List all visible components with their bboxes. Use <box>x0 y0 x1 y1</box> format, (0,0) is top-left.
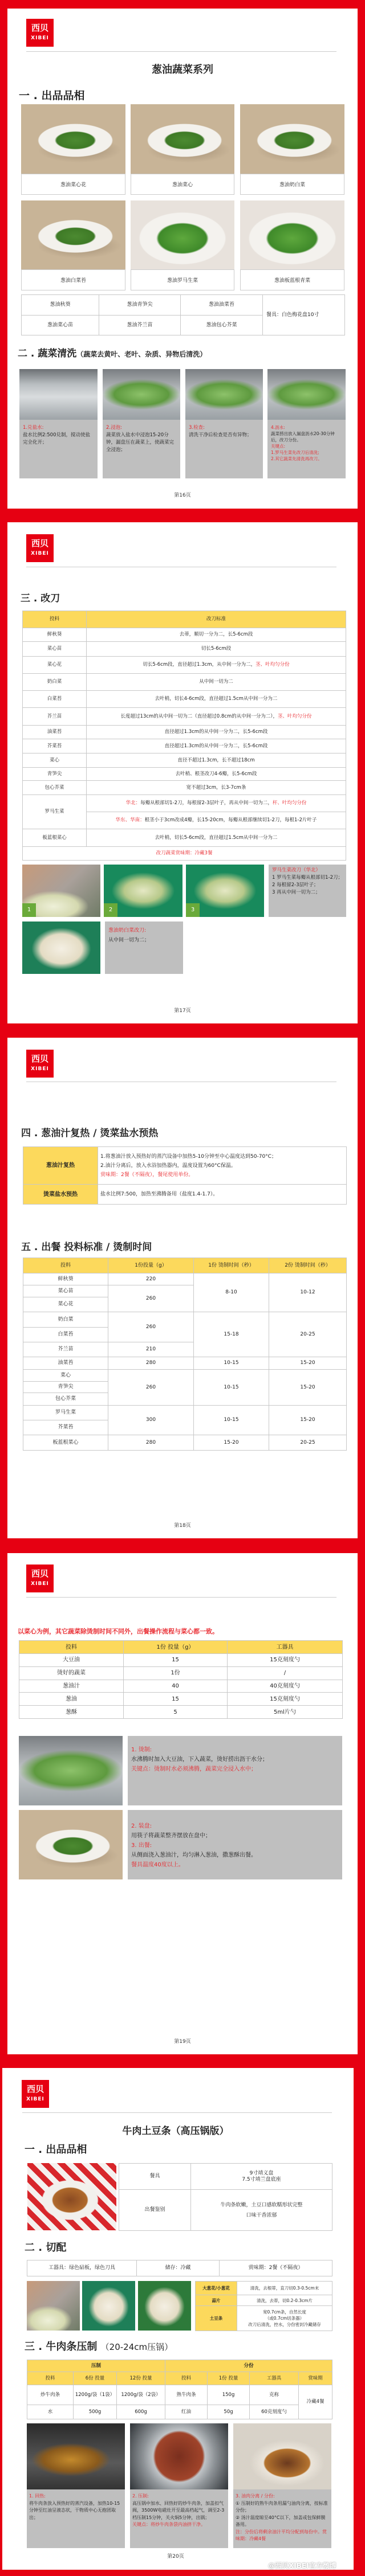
cell: 炒牛肉条 <box>27 2385 74 2405</box>
item: 菜心花 <box>23 1297 108 1312</box>
section-heading-appearance: 一 . 出品品相 <box>25 2144 87 2156</box>
cut-text: 长度超过13cm的从中间一切为二（直径超过0.8cm的从中间一分为二）， <box>120 713 278 719</box>
cell: 500g <box>74 2405 117 2419</box>
info-value <box>191 2164 332 2190</box>
reheat-steps <box>98 1147 347 1185</box>
time-2: 20-25 <box>269 1435 347 1451</box>
qty: 260 <box>108 1285 194 1312</box>
page-number: 第20页 <box>167 2554 184 2559</box>
brine-label: 烫菜盐水预热 <box>23 1185 98 1205</box>
table-row <box>19 1693 343 1706</box>
table-row <box>23 781 346 795</box>
romaine-cut-photo <box>22 865 100 917</box>
qty: 280 <box>108 1435 194 1451</box>
group-header: 分份 <box>165 2360 332 2372</box>
cell: 15克刻度勺 <box>228 1693 343 1706</box>
text-line: 4.沥水: <box>271 425 285 430</box>
time-2: 15-20 <box>269 1406 347 1435</box>
cut-standard <box>87 829 346 847</box>
cell: 大豆油 <box>19 1654 124 1667</box>
text-line: 蔬菜捞出放入漏盘沥水20-30分钟后，改刀分份。 <box>271 431 335 443</box>
col-header: 赏味期 <box>299 2372 332 2385</box>
page-number: 第16页 <box>174 493 191 498</box>
dish-photo <box>27 2163 116 2230</box>
section-heading-serving: 五 . 出餐 投料标准 / 烫制时间 <box>21 1242 152 1253</box>
qty: 300 <box>108 1406 194 1435</box>
col-header: 改刀标准 <box>87 611 346 628</box>
cut-text: 茎、叶均匀分份 <box>277 713 312 719</box>
item: 罗马生菜 <box>23 1406 108 1420</box>
table-row <box>23 726 346 739</box>
col-header: 投料 <box>23 1258 108 1273</box>
cut-standard <box>87 642 346 657</box>
washing-heading-main: 二 . 蔬菜清洗 <box>18 348 77 359</box>
cut-text: 每瓣从根部切1-2刀，每根留2-3层叶子，再从中间一切为二， <box>140 800 273 806</box>
step-pressure <box>130 2489 228 2548</box>
item: 芥菜苔 <box>23 1420 108 1435</box>
cell: 熟牛肉条 <box>165 2385 208 2405</box>
cut-text: 直径超过1.3cm的从中间一分为二，长5-6cm段 <box>164 729 268 735</box>
step-badge: 1 <box>22 903 36 917</box>
cut-text: 直径超过1.3cm的从中间一分为二，长5-6cm段 <box>164 743 268 749</box>
dish-name-table <box>21 294 345 335</box>
cut-text: 杆、叶均匀分份 <box>272 800 307 806</box>
cut-standard <box>87 753 346 768</box>
tableware: 餐具：白色梅花盘10寸 <box>263 295 345 335</box>
xibei-logo: 西贝 XIBEI <box>26 534 54 562</box>
cell: / <box>228 1666 343 1680</box>
text-line: 清洗干净后检查是否有异物； <box>189 432 252 438</box>
section-heading-pressure <box>25 2339 173 2353</box>
header-divider <box>26 1597 336 1598</box>
cut-standard <box>87 726 346 739</box>
cut-desc: 清洗，去蒂，切0.2-0.3cm片 <box>237 2295 332 2306</box>
dish-name: 葱油菜心苗 <box>22 316 99 335</box>
col-header: 投料 <box>165 2372 208 2385</box>
cell: 水 <box>27 2405 74 2419</box>
cut-text: 直径不超过1.3cm，长不超过18cm <box>177 757 255 763</box>
dish-name: 葱油包心芥菜 <box>181 316 263 335</box>
page-title: 牛肉土豆条（高压锅版） <box>122 2125 229 2137</box>
cutting-table <box>195 2281 332 2331</box>
info-label: 餐具 <box>119 2164 191 2190</box>
col-header: 投料 <box>23 611 87 628</box>
info-line: 7.5寸靖兰盘底座 <box>242 2176 281 2182</box>
cut-standard <box>87 781 346 795</box>
ingredient: 芥兰苗 <box>23 708 87 726</box>
table-row <box>23 768 346 781</box>
dish-photo <box>240 200 344 269</box>
time-1: 10-15 <box>194 1370 269 1406</box>
text-line: 2 每根留2-3层叶子； <box>272 882 319 888</box>
info-label: 出餐鉴别 <box>119 2190 191 2231</box>
table-row <box>19 1666 343 1680</box>
romaine-cut-photo <box>104 865 182 917</box>
cut-standard <box>87 708 346 726</box>
col-header: 1份 投量 <box>208 2372 250 2385</box>
cell: 40克刻度勺 <box>228 1680 343 1693</box>
cell: 15 <box>124 1693 228 1706</box>
wash-step-1 <box>19 420 98 478</box>
item: 鲜秋葵 <box>23 1273 108 1285</box>
step-reheat <box>27 2489 125 2548</box>
ingredient: 板蓝根菜心 <box>23 829 87 847</box>
text-line: 3 再从中间一切为二； <box>272 890 321 895</box>
blanching-photo <box>19 1736 123 1805</box>
text-line: 关键点：烫制时水必须沸腾，蔬菜完全浸入水中； <box>131 1766 257 1772</box>
dish-info-table <box>119 2163 332 2231</box>
ingredient: 菜心花 <box>23 657 87 674</box>
cut-text: 宽不超过3cm，长3-7cm条 <box>186 784 246 791</box>
item: 油菜苔 <box>23 1357 108 1370</box>
page-title: 葱油蔬菜系列 <box>152 64 213 76</box>
cut-text: 华北： <box>125 800 141 806</box>
text-line: 3. 油肉分离 / 分份: <box>236 2493 275 2499</box>
text-line: 2. 装盘: <box>131 1823 152 1829</box>
col-header: 工器具 <box>250 2372 299 2385</box>
blanching-table <box>23 1258 347 1451</box>
cut-item: 土豆条 <box>196 2306 237 2331</box>
step-photo <box>233 2423 331 2489</box>
item: 菜心苗 <box>23 1285 108 1297</box>
shelf-life-note: 改刀蔬菜赏味期：冷藏3餐 <box>23 847 346 861</box>
cell: 葱酥 <box>19 1706 124 1719</box>
cut-desc: 清洗，去根蒂，直刀切0.3-0.5cm末 <box>237 2282 332 2295</box>
info-line: 牛肉条软嫩，土豆口感软糯形状完整 <box>220 2202 303 2208</box>
cut-text: 去蒂，顺切一分为二，长5-6cm段 <box>179 632 253 637</box>
item: 板蓝根菜心 <box>23 1435 108 1451</box>
section-heading-reheat: 四 . 葱油汁复热 / 烫菜盐水预热 <box>21 1128 159 1139</box>
cell: 5 <box>124 1706 228 1719</box>
cut-desc <box>237 2306 332 2331</box>
text-line: 将牛肉条放入预热好的蒸汽设备，加热10-15分钟至红油呈液态状，干物质中心无抱团取出； <box>29 2500 120 2520</box>
item: 白菜苔 <box>23 1328 108 1342</box>
dish-photo <box>131 200 234 269</box>
cell: 5ml片勺 <box>228 1706 343 1719</box>
xibei-logo: 西贝 XIBEI <box>26 19 54 47</box>
cell: 1200g/袋（2袋） <box>117 2385 165 2405</box>
cut-standard <box>87 628 346 642</box>
time-1: 10-15 <box>194 1357 269 1370</box>
page-number: 第17页 <box>174 1008 191 1014</box>
pressure-heading-sub: （20-24cm压锅） <box>100 2342 173 2352</box>
cut-line: 改刀后清洗，控水，分份密封冷藏储存 <box>248 2322 321 2327</box>
time-1: 15-18 <box>194 1312 269 1357</box>
text-line: ① 压制好的熟牛肉条用漏勺油肉分离，按标准分份； <box>236 2500 328 2513</box>
storage: 储存：冷藏 <box>137 2260 220 2276</box>
cell: 1200g/袋（1袋） <box>74 2385 117 2405</box>
col-header: 12份 投量 <box>117 2372 165 2385</box>
step-badge: 2 <box>104 903 117 917</box>
shelf-life: 冷藏4餐 <box>299 2385 332 2419</box>
cell: 60克刻度勺 <box>250 2405 299 2419</box>
prep-photo <box>82 2281 135 2331</box>
step-photo <box>19 369 98 420</box>
wash-step-2 <box>103 420 180 478</box>
text-line: 蔬菜放入盐水中浸泡15-20分钟，漏盘压在蔬菜上，使蔬菜完全浸泡； <box>106 432 175 453</box>
text-line: 赏味期：2餐（不隔夜），餐尾使用单份。 <box>100 1172 194 1178</box>
cell: 150g <box>208 2385 250 2405</box>
col-header: 2份 烫制时间（秒） <box>269 1258 347 1273</box>
wash-step-4 <box>267 420 346 478</box>
col-header: 1份 投量（g） <box>124 1641 228 1654</box>
wash-step-3 <box>185 420 263 478</box>
qty: 260 <box>108 1370 194 1406</box>
step-plating <box>128 1810 342 1879</box>
bokchoy-cut-note <box>105 922 183 974</box>
step-photo <box>185 369 263 420</box>
step-blanch <box>128 1736 342 1805</box>
section-heading-cutting: 三 . 改刀 <box>21 593 60 604</box>
text-line: 关键点：将炒牛肉条袋内油挤干净。 <box>132 2522 205 2527</box>
group-header: 压制 <box>27 2360 165 2372</box>
table-row <box>23 708 346 726</box>
step-photo <box>130 2423 228 2489</box>
serving-note: 以菜心为例，其它蔬菜除烫制时间不同外，出餐操作流程与菜心都一致。 <box>18 1628 218 1635</box>
ingredient: 菜心 <box>23 753 87 768</box>
col-header: 投料 <box>27 2372 74 2385</box>
table-row <box>19 1680 343 1693</box>
time-1: 15-20 <box>194 1435 269 1451</box>
cell: 50g <box>208 2405 250 2419</box>
cut-standard <box>87 768 346 781</box>
cut-standard <box>87 812 346 829</box>
text-line: 1. 烫制: <box>131 1747 152 1753</box>
ingredient: 奶白菜 <box>23 674 87 691</box>
cell: 15克刻度勺 <box>228 1654 343 1667</box>
dish-caption: 葱油白菜苔 <box>21 269 125 290</box>
reheat-label: 葱油汁复热 <box>23 1147 98 1185</box>
weibo-watermark: @西贝XIBEI官方微博 <box>268 2562 336 2570</box>
text-line: 高压锅中加水、回热好的炒牛肉条，加盖扣气阀，3500W电磁灶开至最高档起气，调至2-3档压制15分钟，关火焖5分钟，出锅； <box>132 2500 225 2520</box>
dish-name: 葱油油菜苔 <box>181 295 263 316</box>
col-header: 投料 <box>19 1641 124 1654</box>
text-line: 注：分份后将剩余油汁平均分配到每份中。赏味期：冷藏4餐 <box>236 2529 327 2541</box>
table-row <box>23 628 346 642</box>
romaine-cut-note <box>269 865 346 917</box>
plated-dish-photo <box>19 1810 123 1879</box>
step-photo <box>103 369 180 420</box>
cut-text: 切长5-6cm段，直径超过1.3cm，从中间一分为二， <box>143 662 256 667</box>
ingredient: 白菜苔 <box>23 691 87 708</box>
ingredient: 芥菜苔 <box>23 739 87 753</box>
cut-standard <box>87 739 346 753</box>
time-1: 8-10 <box>194 1273 269 1312</box>
cell: 烫好的蔬菜 <box>19 1666 124 1680</box>
cut-standard <box>87 674 346 691</box>
section-heading-washing <box>18 345 206 359</box>
xibei-logo: 西贝 XIBEI <box>22 2080 49 2108</box>
table-row <box>19 1654 343 1667</box>
cut-item: 蒜片 <box>196 2295 237 2306</box>
text-line: 1. 回热: <box>29 2493 46 2499</box>
step-photo <box>27 2423 125 2489</box>
dish-name: 葱油秋葵 <box>22 295 99 316</box>
reheat-table <box>23 1146 347 1205</box>
cut-line: 宽0.7cm条，自然长度 <box>263 2309 306 2315</box>
step-badge: 3 <box>186 903 200 917</box>
header-divider <box>26 51 336 52</box>
cut-line: （或0.7cm切条器） <box>265 2316 305 2321</box>
text-line: 1.将葱油汁放入预热好的蒸汽设备中加热5-10分钟至中心温度达到50-70°C； <box>100 1153 277 1160</box>
cell: 红油 <box>165 2405 208 2419</box>
table-row <box>19 1706 343 1719</box>
step-photo <box>267 369 346 420</box>
page-number: 第19页 <box>174 2039 191 2045</box>
ingredient: 菜心苗 <box>23 642 87 657</box>
text-line: 罗马生菜改刀（华北） <box>272 867 321 873</box>
brine-text: 盐水比例7:500，加热至沸腾备用（盐度1.4-1.7）。 <box>98 1185 347 1205</box>
prep-photo <box>138 2281 191 2331</box>
cut-standard <box>87 795 346 812</box>
item: 青笋尖 <box>23 1382 108 1393</box>
table-row <box>23 753 346 768</box>
text-line: 餐具温度40度以上。 <box>131 1862 184 1868</box>
time-2: 20-25 <box>269 1312 347 1357</box>
text-line: 2.油汁分离后，放入水浴加热器内，温度设置为60°C保温。 <box>100 1162 236 1169</box>
cut-text: 去叶梢、根茎改刀4-6瓣，长5-6cm段 <box>175 771 257 777</box>
shelf-life: 赏味期：2餐（不隔夜） <box>220 2260 332 2276</box>
cut-text: 去叶梢，切长5-6cm段，直径超过1.5cm从中间一分为二 <box>155 834 278 841</box>
time-2: 15-20 <box>269 1357 347 1370</box>
text-line: 水沸腾时加入大豆油，下入蔬菜，烫好捞出沥干水分； <box>131 1756 268 1763</box>
cut-item: 大葱花/小葱花 <box>196 2282 237 2295</box>
cell: 克称 <box>250 2385 299 2405</box>
time-2: 10-12 <box>269 1273 347 1312</box>
ingredient: 青笋尖 <box>23 768 87 781</box>
text-line: 从中间一切为二； <box>108 937 150 943</box>
dish-photo <box>131 104 234 174</box>
cut-text: 根茎小于3cm改成4瓣，长15-20cm，每瓣从根部继续切1-2刀，每根1-2片叶子 <box>144 817 317 823</box>
cut-text: 去叶梢，切长4-6cm段，直径超过1.5cm从中间一分为二 <box>155 696 278 702</box>
dish-caption: 葱油菜心花 <box>21 174 125 195</box>
text-line: 1 罗马生菜每瓣从根部切1-2刀； <box>272 875 343 880</box>
ingredient: 包心芥菜 <box>23 781 87 795</box>
tools: 工器具：绿色砧板，绿色刀具 <box>27 2260 137 2276</box>
cell: 600g <box>117 2405 165 2419</box>
info-line: 口味干香浓郁 <box>246 2212 277 2218</box>
dish-photo <box>240 104 344 174</box>
text-line: 3. 出餐: <box>131 1842 152 1849</box>
cell: 40 <box>124 1680 228 1693</box>
section-heading-appearance: 一 . 出品品相 <box>19 89 85 102</box>
text-line: 用筷子将蔬菜整齐摆放在盘中； <box>131 1833 211 1839</box>
dish-caption: 葱油奶白菜 <box>240 174 344 195</box>
dish-photo <box>21 200 125 269</box>
table-row <box>23 657 346 674</box>
serving-ingredients-table <box>19 1640 343 1719</box>
cell: 葱油 <box>19 1693 124 1706</box>
cutting-standard-table <box>22 611 346 861</box>
pressure-heading-main: 三 . 牛肉条压制 <box>25 2341 98 2353</box>
table-row <box>23 642 346 657</box>
dish-name: 葱油芥兰苗 <box>99 316 181 335</box>
cut-text: 切长5-6cm段 <box>201 646 232 652</box>
cut-standard <box>87 691 346 708</box>
item: 菜心 <box>23 1370 108 1382</box>
table-row <box>23 674 346 691</box>
text-line: 1.罗马生菜先改刀后清洗; <box>271 450 319 455</box>
cut-standard <box>87 657 346 674</box>
qty: 210 <box>108 1342 194 1357</box>
ingredient: 鲜秋葵 <box>23 628 87 642</box>
cell: 15 <box>124 1654 228 1667</box>
dish-name: 葱油青笋尖 <box>99 295 181 316</box>
cell: 1份 <box>124 1666 228 1680</box>
text-line: 3.检查: <box>189 425 205 431</box>
section-heading-prep: 二 . 切配 <box>25 2242 67 2254</box>
col-header: 工器具 <box>228 1641 343 1654</box>
xibei-logo: 西贝 XIBEI <box>26 1050 54 1078</box>
col-header: 1份 烫制时间（秒） <box>194 1258 269 1273</box>
page-number: 第18页 <box>174 1523 191 1529</box>
table-row <box>23 795 346 812</box>
text-line: 2.浸泡: <box>106 425 122 431</box>
prep-photo <box>27 2281 80 2331</box>
time-1: 10-15 <box>194 1406 269 1435</box>
dish-photo <box>21 104 125 174</box>
col-header: 1份投量（g） <box>108 1258 194 1273</box>
text-line: 葱油奶白菜改刀: <box>108 928 147 933</box>
prep-info-table <box>27 2260 332 2276</box>
romaine-cut-photo <box>186 865 264 917</box>
step-portion <box>233 2489 331 2548</box>
item: 奶白菜 <box>23 1312 108 1328</box>
bokchoy-cut-photo <box>22 922 100 974</box>
table-row <box>23 691 346 708</box>
text-line: ② 汤汁温度晾至40°C以下，加盖或包保鲜膜备用。 <box>236 2514 326 2527</box>
header-divider <box>22 2112 332 2113</box>
dish-caption: 葱油罗马生菜 <box>131 269 234 290</box>
qty: 260 <box>108 1312 194 1342</box>
cell: 葱油汁 <box>19 1680 124 1693</box>
text-line: 2.其它蔬菜先清洗再改刀。 <box>271 456 322 461</box>
table-row <box>23 829 346 847</box>
item: 包心芥菜 <box>23 1393 108 1406</box>
text-line: 2. 压制: <box>132 2493 149 2499</box>
qty: 280 <box>108 1357 194 1370</box>
cut-text: 茎、叶均匀分份 <box>256 662 290 667</box>
text-line: 盐水比例2:500兑制，搅动使盐完全化开； <box>23 432 90 445</box>
text-line: 1.兑盐水: <box>23 425 44 431</box>
text-line: 从侧面浇入葱油汁，均匀淋入葱油，撒葱酥出餐。 <box>131 1852 257 1858</box>
qty: 220 <box>108 1273 194 1285</box>
dish-caption: 葱油菜心 <box>131 174 234 195</box>
pressure-table <box>27 2360 332 2419</box>
table-row <box>23 739 346 753</box>
ingredient: 罗马生菜 <box>23 795 87 829</box>
text-line: 关键点: <box>271 444 286 449</box>
item: 芥兰苗 <box>23 1342 108 1357</box>
time-2: 15-20 <box>269 1370 347 1406</box>
ingredient: 油菜苔 <box>23 726 87 739</box>
dish-caption: 葱油板蓝根青菜 <box>240 269 344 290</box>
cut-text: 华东、华南： <box>115 817 145 823</box>
info-line: 9寸靖义盘 <box>249 2170 274 2176</box>
xibei-logo: 西贝 XIBEI <box>26 1565 54 1592</box>
col-header: 6份 投量 <box>74 2372 117 2385</box>
cut-text: 从中间一切为二 <box>199 679 233 685</box>
info-value <box>191 2190 332 2231</box>
washing-heading-sub: （蔬菜去黄叶、老叶、杂质、异物后清洗） <box>76 350 207 358</box>
